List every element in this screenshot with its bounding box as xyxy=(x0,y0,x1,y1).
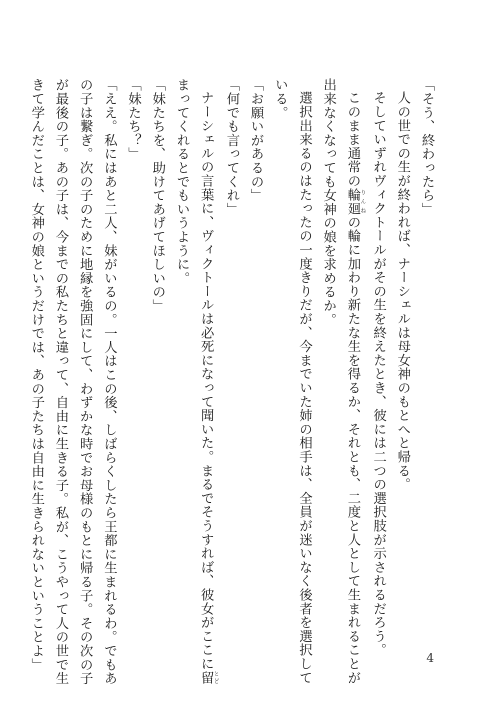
text-line: 「何でも言ってくれ」 xyxy=(223,78,239,216)
ruby-rinne xyxy=(344,187,366,216)
text-fragment: このまま通常の xyxy=(344,91,360,188)
ruby-base: 留 xyxy=(198,670,214,685)
vertical-text-body xyxy=(24,78,438,686)
text-fragment: ナーシェルの言葉に、ヴィクトールは必死になって聞いた。まるでそうすれば、彼女がここに xyxy=(198,91,214,671)
text-line: まってくれるとでもいうように。 xyxy=(173,78,189,285)
text-line: の子は繋ぎ。次の子のために地縁を強固にして、わずかな時でお母様のもとに帰る子。その次の子 xyxy=(77,78,93,686)
ruby-reading: とど xyxy=(212,670,219,685)
text-line: 「そう、終わったら」 xyxy=(419,78,434,216)
text-line: きて学んだことは、女神の娘というだけでは、あの子たちは自由に生きられないということよ」 xyxy=(28,78,44,672)
ruby-todo xyxy=(198,670,219,685)
text-line: 「妹たち？」 xyxy=(125,78,141,161)
text-line: 「ええ。私にはあと二人、妹がいるの。一人はこの後、しばらくしたら王都に生まれるわ。でもあ xyxy=(101,78,117,686)
text-line: いる。 xyxy=(272,78,288,120)
text-line: が最後の子。あの子は、今までの私たちと違って、自由に生きる子。私が、こうやって人の世で生 xyxy=(52,78,68,686)
page-number: 4 xyxy=(426,651,434,665)
text-line: 人の世での生が終われば、ナーシェルは母女神のもとへと帰る。 xyxy=(394,91,410,492)
ruby-reading: りんね xyxy=(359,187,366,216)
text-line-with-ruby xyxy=(340,78,366,685)
text-line: そしていずれヴィクトールがその生を終えたとき、彼には二つの選択肢が示されるだろう。 xyxy=(370,91,386,658)
text-line: 出来なくなっても女神の娘を求めるか。 xyxy=(320,78,336,327)
text-line: 「お願いがあるの」 xyxy=(248,78,264,203)
text-line: 選択出来るのはたったの一度きりだが、今までいた姉の相手は、全員が迷いなく後者を選択して xyxy=(296,91,312,685)
text-line-with-ruby xyxy=(193,78,219,685)
ruby-base: 輪廻 xyxy=(344,187,360,216)
text-line: 「妹たちを、助けてあげてほしいの」 xyxy=(149,78,165,313)
text-fragment: の輪に加わり新たな生を得るか、それとも、二度と人として生まれることが xyxy=(344,215,360,685)
